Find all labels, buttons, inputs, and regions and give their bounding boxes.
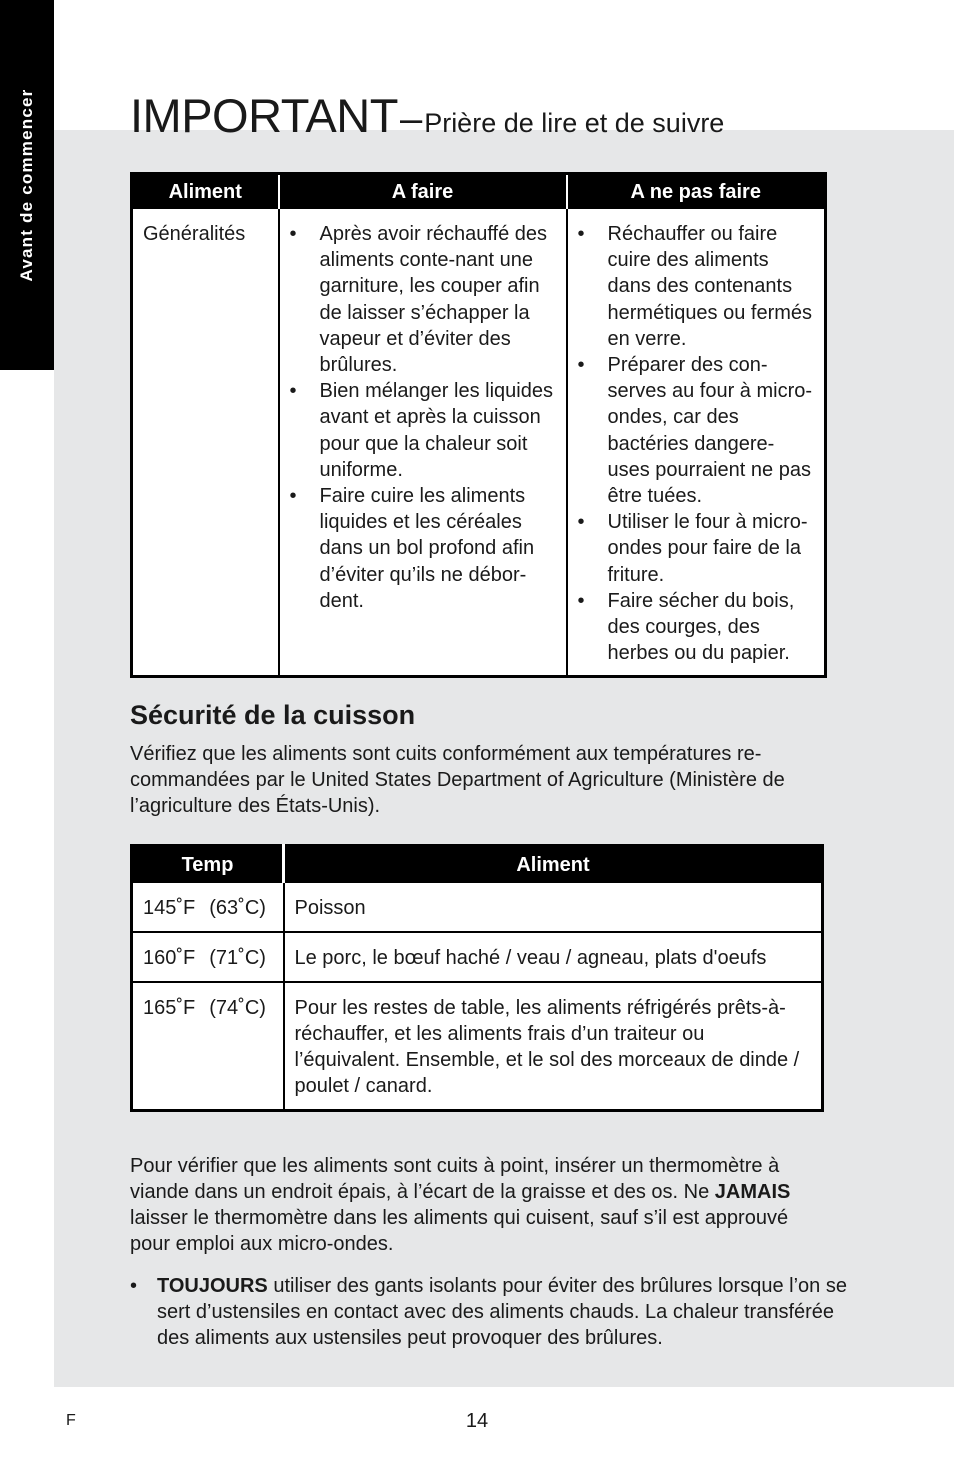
list-item: • Faire sécher du bois, des courges, des herbes ou du papier. — [578, 588, 817, 667]
dont-cell — [567, 209, 826, 677]
temp-c: (63˚C) — [209, 897, 266, 919]
bullet-text: utiliser des gants isolants pour éviter des brûlures lorsque l’on se sert d’ustensiles en contact avec des aliments chauds. La chaleur transférée des aliments aux ustensiles peut provoquer des brûlures. — [157, 1275, 847, 1349]
list-item: • Réchauffer ou faire cuire des aliments dans des contenants hermétiques ou fermés en verre. — [578, 221, 817, 352]
title-dash: – — [399, 97, 423, 141]
food-cell: Pour les restes de table, les aliments réfrigérés prêts-à-réchauffer, et les aliments frais d’un traiteur ou l’équivalent. Ensemble, et le sol des morceaux de dinde / poulet / canard. — [284, 982, 823, 1111]
header-temp: Temp — [132, 846, 284, 884]
thermometer-text-1: Pour vérifier que les aliments sont cuits à point, insérer un thermomètre à viande dans un endroit épais, à l’écart de la graisse et des os. Ne — [130, 1155, 780, 1203]
do-dont-table — [130, 172, 827, 678]
list-item: • Préparer des con-serves au four à micro-ondes, car des bactéries dangere-uses pourraient ne pas être tuées. — [578, 352, 817, 509]
temp-f: 165˚F — [143, 997, 196, 1019]
side-tab-label: Avant de commencer — [17, 88, 36, 282]
table-row — [132, 209, 826, 677]
table-header-row — [132, 174, 826, 210]
table-row — [132, 982, 823, 1111]
temp-c: (74˚C) — [209, 997, 266, 1019]
temp-cell — [132, 982, 284, 1111]
thermometer-bold: JAMAIS — [714, 1181, 791, 1203]
thermometer-paragraph — [130, 1153, 830, 1257]
do-list — [290, 221, 558, 614]
table-header-row — [132, 846, 823, 884]
temp-cell — [132, 883, 284, 932]
gloves-bullet — [130, 1273, 857, 1351]
food-cell: Généralités — [143, 223, 246, 245]
temp-f: 160˚F — [143, 947, 196, 969]
table-row — [132, 932, 823, 982]
dont-list — [578, 221, 817, 666]
food-cell: Poisson — [284, 883, 823, 932]
section-intro: Vérifiez que les aliments sont cuits conformément aux températures re-commandées par le United States Department of Agriculture (Ministère de l’agriculture des États-Unis). — [130, 743, 785, 817]
header-a-ne-pas-faire: A ne pas faire — [567, 174, 826, 210]
page-title — [130, 88, 724, 143]
section-side-tab — [0, 0, 54, 370]
header-a-faire: A faire — [279, 174, 567, 210]
section-heading: Sécurité de la cuisson — [130, 700, 416, 730]
bullet-bold: TOUJOURS — [157, 1275, 268, 1297]
temp-c: (71˚C) — [209, 947, 266, 969]
temp-cell — [132, 932, 284, 982]
footer-page-number: 14 — [465, 1410, 489, 1432]
title-subtitle: Prière de lire et de suivre — [424, 108, 725, 138]
food-cell: Le porc, le bœuf haché / veau / agneau, plats d'oeufs — [284, 932, 823, 982]
header-aliment: Aliment — [132, 174, 279, 210]
header-aliment: Aliment — [284, 846, 823, 884]
bullet-dot: • — [130, 1275, 138, 1297]
list-item: • Utiliser le four à micro-ondes pour faire de la friture. — [578, 509, 817, 588]
list-item: • Bien mélanger les liquides avant et après la cuisson pour que la chaleur soit uniforme. — [290, 378, 558, 483]
list-item: • Après avoir réchauffé des aliments conte-nant une garniture, les couper afin de laisser s’échapper la vapeur et d’éviter des brûlures. — [290, 221, 558, 378]
list-item: • Faire cuire les aliments liquides et les céréales dans un bol profond afin d’éviter qu’ils ne débor-dent. — [290, 483, 558, 614]
table-row — [132, 883, 823, 932]
title-main: IMPORTANT — [130, 89, 398, 142]
footer-language-letter: F — [66, 1412, 76, 1429]
do-cell — [279, 209, 567, 677]
thermometer-text-2: laisser le thermomètre dans les aliments qui cuisent, sauf s’il est approuvé pour emploi aux micro-ondes. — [130, 1207, 789, 1255]
temperature-table — [130, 844, 824, 1112]
temp-f: 145˚F — [143, 897, 196, 919]
